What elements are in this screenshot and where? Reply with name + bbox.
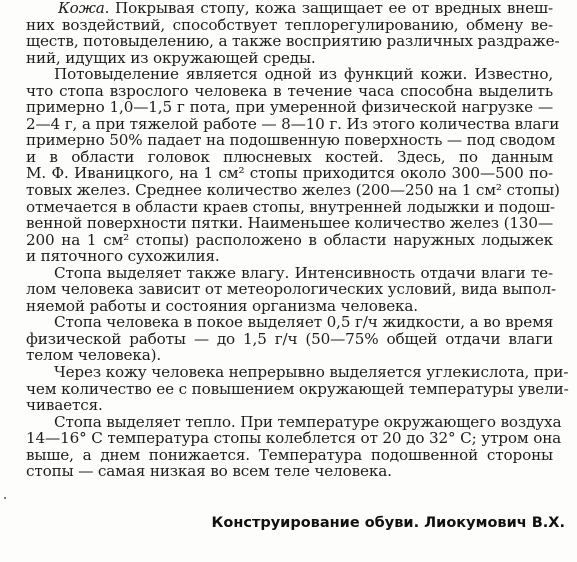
text-line: ний, идущих из окружающей среды. — [26, 48, 316, 67]
text-line: лом человека зависит от метеорологических условий, вида выпол- — [26, 280, 556, 299]
text-line: чивается. — [26, 396, 103, 415]
text-line: Через кожу человека непрерывно выделяется углекислота, при- — [54, 363, 569, 382]
text-line: примерно 1,0—1,5 г пота, при умеренной физической нагрузке — — [26, 98, 553, 117]
text-line: физической работы — до 1,5 г/ч (50—75% общей отдачи влаги — [26, 329, 553, 348]
text-line: 2—4 г, а при тяжелой работе — 8—10 г. Из этого количества влаги — [26, 114, 560, 133]
text-line-rest: Покрывая стопу, кожа защищает ее от вредных внеш- — [109, 0, 553, 17]
italic-heading: Кожа. — [58, 0, 110, 17]
text-line: примерно 50% падает на подошвенную поверхность — под сводом — [26, 131, 556, 150]
text-line: товых желез. Среднее количество желез (200—250 на 1 см² стопы) — [26, 181, 560, 200]
scanned-text-block — [26, 0, 569, 481]
text-line: М. Ф. Иваницкого, на 1 см² стопы приходится около 300—500 по- — [26, 164, 553, 183]
text-line: Стопа выделяет также влагу. Интенсивность отдачи влаги те- — [54, 263, 553, 282]
text-line — [26, 0, 553, 17]
text-line: Потовыделение является одной из функций кожи. Известно, — [54, 65, 553, 84]
text-line: 200 на 1 см² стопы) расположено в области наружных лодыжек — [26, 230, 553, 249]
text-line: Стопа выделяет тепло. При температуре окружающего воздуха — [54, 412, 562, 431]
text-line: и пяточного сухожилия. — [26, 247, 220, 266]
text-line: отмечается в области краев стопы, внутренней лодыжки и подош- — [26, 197, 555, 216]
text-line: них воздействий, способствует теплорегулированию, обмену ве- — [26, 15, 553, 34]
text-line: выше, а днем понижается. Температура подошвенной стороны — [26, 445, 553, 464]
text-line: ществ, потовыделению, а также восприятию различных раздраже- — [26, 32, 560, 51]
text-line: 14—16° С температура стопы колеблется от 20 до 32° С; утром она — [26, 429, 562, 448]
text-line: Стопа человека в покое выделяет 0,5 г/ч жидкости, а во время — [54, 313, 554, 332]
text-line: венной поверхности пятки. Наименьшее количество желез (130— — [26, 214, 553, 233]
text-line: и в области головок плюсневых костей. Здесь, по данным — [26, 147, 553, 166]
scan-speck — [4, 497, 6, 499]
text-line: няемой работы и состояния организма человека. — [26, 296, 418, 315]
source-caption: Конструирование обуви. Лиокумович В.Х. — [211, 515, 565, 531]
text-line: стопы — самая низкая во всем теле человека. — [26, 462, 392, 481]
text-line: чем количество ее с повышением окружающей температуры увели- — [26, 379, 569, 398]
text-line: что стопа взрослого человека в течение часа способна выделить — [26, 81, 553, 100]
text-line: телом человека). — [26, 346, 162, 365]
